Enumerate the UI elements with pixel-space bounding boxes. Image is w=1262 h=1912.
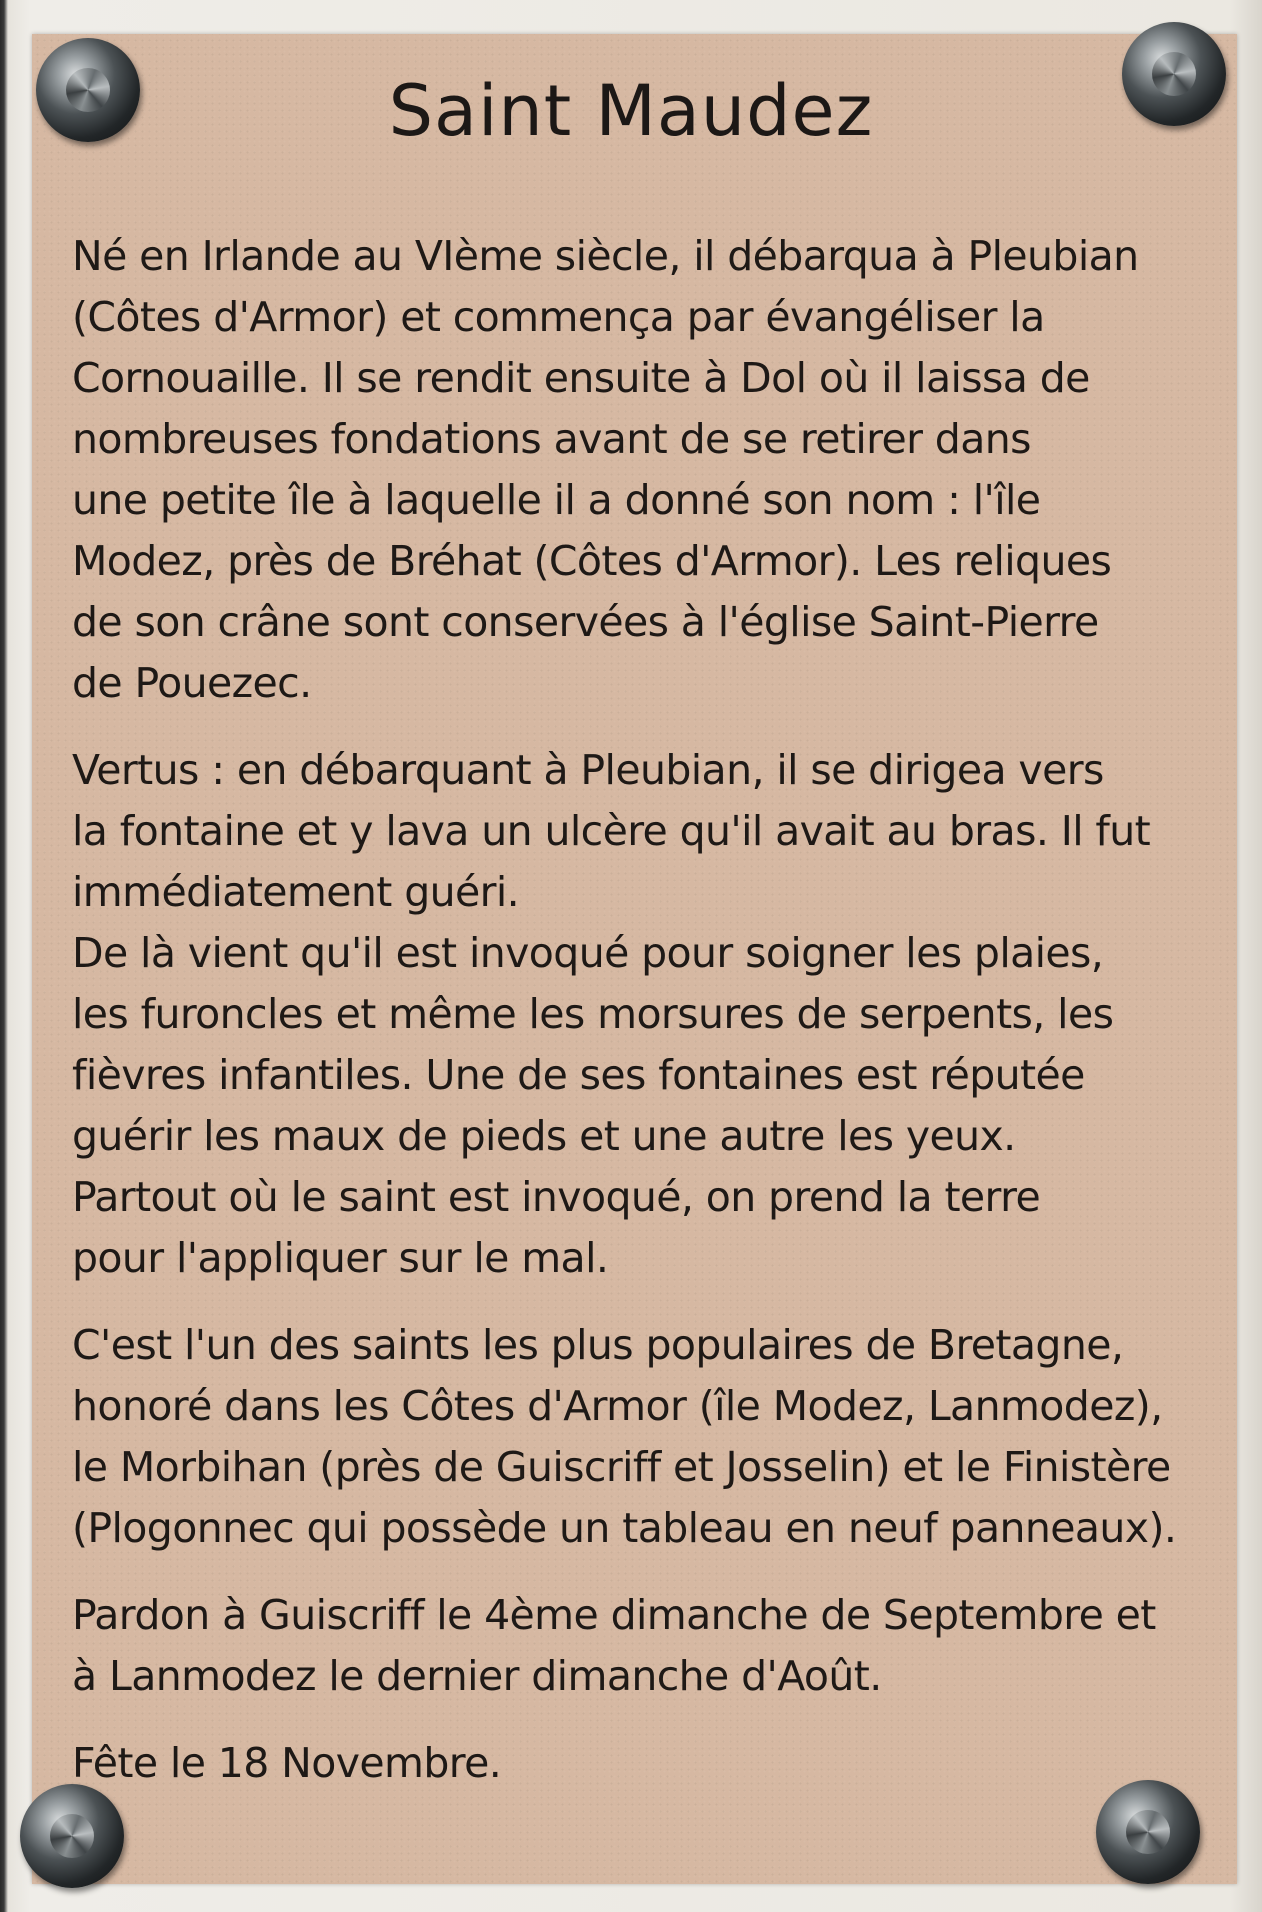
plaque-title: Saint Maudez xyxy=(388,70,874,152)
plaque-body xyxy=(72,226,1202,1794)
text-line: Fête le 18 Novembre. xyxy=(72,1739,502,1787)
paragraph-virtues xyxy=(72,740,1202,1289)
text-line: la fontaine et y lava un ulcère qu'il avait au bras. Il fut xyxy=(72,807,1151,855)
text-line: Cornouaille. Il se rendit ensuite à Dol où il laissa de xyxy=(72,354,1090,402)
text-line: Modez, près de Bréhat (Côtes d'Armor). Les reliques xyxy=(72,537,1112,585)
text-line: honoré dans les Côtes d'Armor (île Modez, Lanmodez), xyxy=(72,1382,1163,1430)
text-line: Vertus : en débarquant à Pleubian, il se dirigea vers xyxy=(72,746,1104,794)
bottom-right-rivet xyxy=(1096,1780,1200,1884)
text-line: immédiatement guéri. xyxy=(72,868,520,916)
text-line: à Lanmodez le dernier dimanche d'Août. xyxy=(72,1652,882,1700)
text-line: le Morbihan (près de Guiscriff et Josselin) et le Finistère xyxy=(72,1443,1171,1491)
text-line: les furoncles et même les morsures de serpents, les xyxy=(72,990,1114,1038)
text-line: Pardon à Guiscriff le 4ème dimanche de Septembre et xyxy=(72,1591,1156,1639)
text-line: C'est l'un des saints les plus populaires de Bretagne, xyxy=(72,1321,1124,1369)
text-line: une petite île à laquelle il a donné son nom : l'île xyxy=(72,476,1041,524)
text-line: De là vient qu'il est invoqué pour soigner les plaies, xyxy=(72,929,1104,977)
text-line: fièvres infantiles. Une de ses fontaines est réputée xyxy=(72,1051,1085,1099)
text-line: de Pouezec. xyxy=(72,659,312,707)
text-line: Partout où le saint est invoqué, on prend la terre xyxy=(72,1173,1041,1221)
paragraph-feast-day xyxy=(72,1733,1202,1794)
text-line: pour l'appliquer sur le mal. xyxy=(72,1234,609,1282)
paragraph-popularity xyxy=(72,1315,1202,1559)
text-line: nombreuses fondations avant de se retirer dans xyxy=(72,415,1031,463)
text-line: (Côtes d'Armor) et commença par évangéliser la xyxy=(72,293,1045,341)
text-line: de son crâne sont conservées à l'église Saint-Pierre xyxy=(72,598,1099,646)
paragraph-biography xyxy=(72,226,1202,714)
text-line: (Plogonnec qui possède un tableau en neuf panneaux). xyxy=(72,1504,1177,1552)
text-line: guérir les maux de pieds et une autre les yeux. xyxy=(72,1112,1016,1160)
bottom-left-rivet xyxy=(20,1784,124,1888)
paragraph-pardon xyxy=(72,1585,1202,1707)
text-line: Né en Irlande au VIème siècle, il débarqua à Pleubian xyxy=(72,232,1139,280)
